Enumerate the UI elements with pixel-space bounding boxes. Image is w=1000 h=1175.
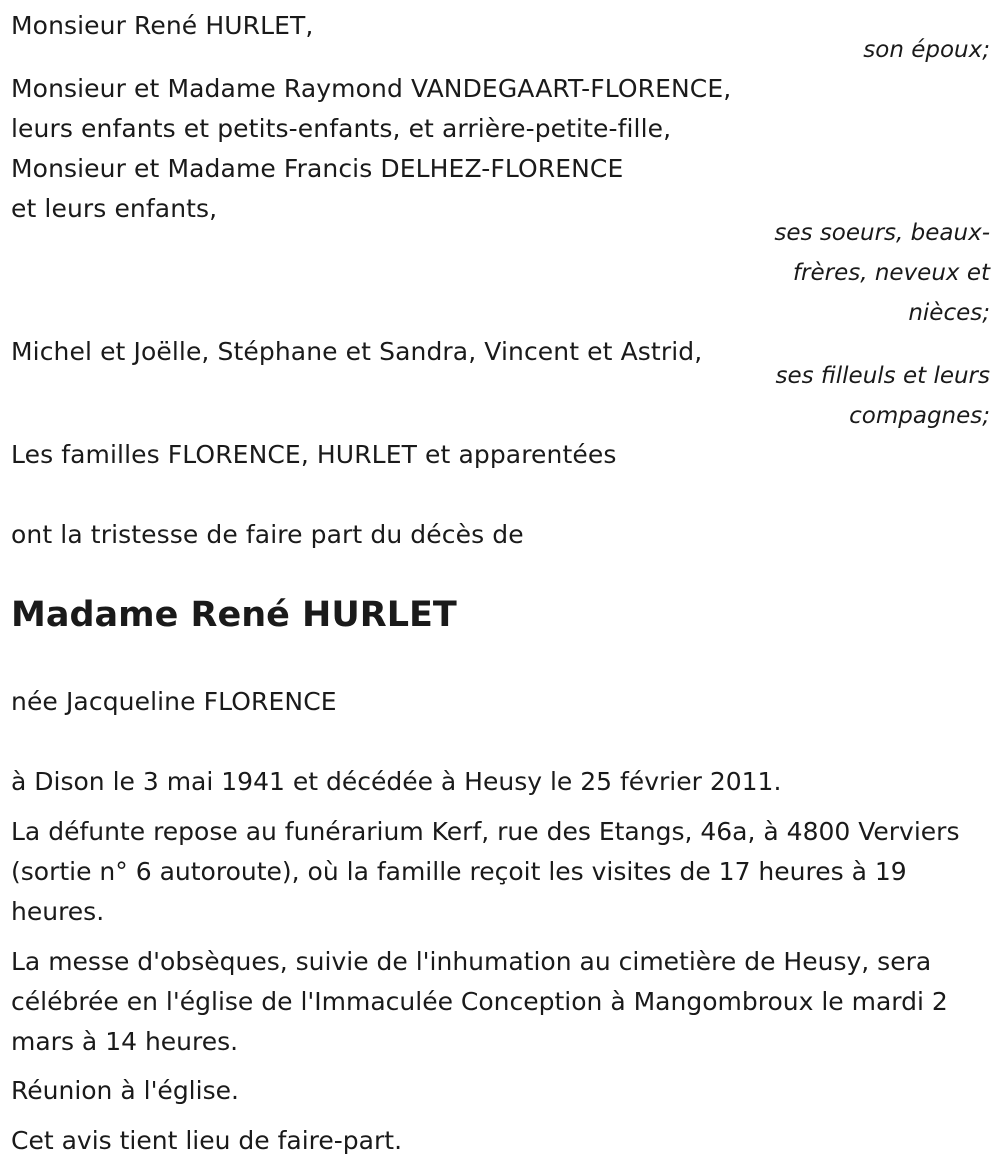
deceased-birth-name: née Jacqueline FLORENCE	[11, 687, 337, 716]
funeral-home-paragraph: La défunte repose au funérarium Kerf, rue des Etangs, 46a, à 4800 Verviers (sortie n° 6 autoroute), où la famille reçoit les visites de 17 heures à 19 heures.	[11, 817, 960, 926]
godchildren-names: Michel et Joëlle, Stéphane et Sandra, Vincent et Astrid,	[11, 337, 703, 366]
announcement-line: ont la tristesse de faire part du décès de	[11, 520, 524, 549]
reunion-paragraph: Réunion à l'église.	[11, 1076, 239, 1105]
sibling-line-2: leurs enfants et petits-enfants, et arrière-petite-fille,	[11, 114, 672, 143]
godchildren-role: ses filleuls et leurs compagnes;	[775, 363, 990, 429]
deceased-name: Madame René HURLET	[11, 595, 457, 635]
sibling-line-1: Monsieur et Madame Raymond VANDEGAART-FLORENCE,	[11, 74, 732, 103]
birth-death-paragraph: à Dison le 3 mai 1941 et décédée à Heusy le 25 février 2011.	[11, 767, 782, 796]
spouse-role: son époux;	[863, 37, 990, 63]
mass-paragraph: La messe d'obsèques, suivie de l'inhumation au cimetière de Heusy, sera célébrée en l'église de l'Immaculée Conception à Mangombroux le mardi 2 mars à 14 heures.	[11, 947, 948, 1056]
siblings-role: ses soeurs, beaux-frères, neveux et nièces;	[774, 220, 990, 326]
notice-paragraph: Cet avis tient lieu de faire-part.	[11, 1126, 403, 1155]
sibling-line-3: Monsieur et Madame Francis DELHEZ-FLORENCE	[11, 154, 624, 183]
families-line: Les familles FLORENCE, HURLET et apparentées	[11, 440, 617, 469]
sibling-line-4: et leurs enfants,	[11, 194, 218, 223]
spouse-name: Monsieur René HURLET,	[11, 11, 314, 40]
